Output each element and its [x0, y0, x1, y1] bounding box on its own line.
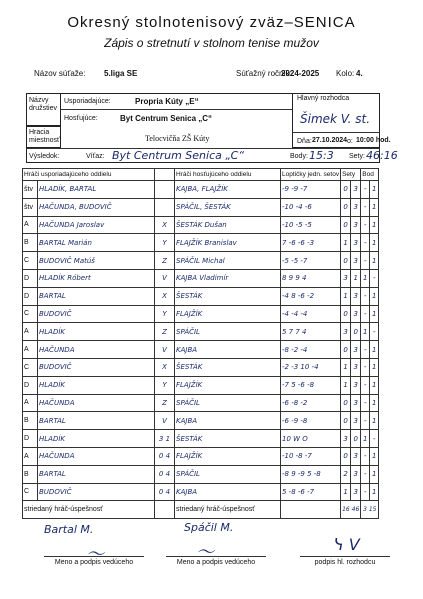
sets-home: 3 — [341, 323, 351, 341]
match-code: X — [155, 216, 175, 234]
substitute-row — [23, 501, 379, 519]
sets-home: 1 — [341, 358, 351, 376]
page-title: Okresný stolnotenisový zväz–SENICA — [67, 14, 356, 31]
match-order: D — [23, 287, 38, 305]
competition-value: 5.liga SE — [104, 69, 138, 78]
guest-player: KAJBA — [175, 483, 281, 501]
match-code: V — [155, 269, 175, 287]
sets-guest: 3 — [351, 412, 361, 430]
table-row — [23, 269, 379, 287]
referee-label: Hlavný rozhodca — [297, 95, 350, 102]
page-subtitle: Zápis o stretnutí v stolnom tenise mužov — [104, 36, 319, 50]
referee-signature-mark: ᓭ V — [334, 535, 360, 554]
match-order: A — [23, 323, 38, 341]
sets-home: 0 — [341, 216, 351, 234]
match-order: štv — [23, 198, 38, 216]
set-scores: -5 -5 -7 — [281, 252, 341, 270]
teams-label: Názvy družstiev — [29, 97, 58, 112]
table-row — [23, 465, 379, 483]
match-order: C — [23, 305, 38, 323]
table-row — [23, 447, 379, 465]
season-label: Súťažný ročník: — [236, 69, 292, 78]
guest-player: KAJBA — [175, 341, 281, 359]
sets-guest: 3 — [351, 181, 361, 199]
home-player: HAČUNDA — [38, 394, 155, 412]
points-home: 1 — [361, 323, 370, 341]
sets-guest: 3 — [351, 358, 361, 376]
points-home: - — [361, 181, 370, 199]
sets-guest: 0 — [351, 430, 361, 448]
time-value: 10:00 hod. — [356, 137, 391, 144]
sets-home: 2 — [341, 465, 351, 483]
home-player: HAČUNDA, BUDOVIČ — [38, 198, 155, 216]
points-home: 1 — [361, 269, 370, 287]
sets-home: 0 — [341, 305, 351, 323]
venue-value: Telocvičňa ZŠ Kúty — [145, 134, 210, 143]
points-guest: 1 — [370, 216, 379, 234]
match-code: V — [155, 341, 175, 359]
set-scores: -6 -9 -8 — [281, 412, 341, 430]
guest-player: FLAJŽÍK — [175, 305, 281, 323]
venue-label-cell — [26, 126, 61, 148]
home-player: BARTAL — [38, 287, 155, 305]
set-scores: 5 -8 -6 -7 — [281, 483, 341, 501]
col-home-header: Hráči usporiadajúceho oddielu — [23, 169, 155, 181]
match-code: 0 4 — [155, 447, 175, 465]
home-player: HLADÍK — [38, 376, 155, 394]
points-guest: - — [370, 269, 379, 287]
winner-value: Byt Centrum Senica „C“ — [112, 149, 245, 162]
match-code — [155, 181, 175, 199]
guest-player: SPÁČIL — [175, 394, 281, 412]
points-home: - — [361, 216, 370, 234]
guest-player: KAJBA — [175, 412, 281, 430]
match-order: B — [23, 465, 38, 483]
set-scores: 5 7 7 4 — [281, 323, 341, 341]
table-row — [23, 216, 379, 234]
match-order: B — [23, 412, 38, 430]
match-order: A — [23, 216, 38, 234]
table-row — [23, 341, 379, 359]
home-player: HAČUNDA Jaroslav — [38, 216, 155, 234]
points-guest: - — [370, 323, 379, 341]
points-guest: - — [370, 430, 379, 448]
points-guest: 1 — [370, 287, 379, 305]
set-scores: -10 -5 -5 — [281, 216, 341, 234]
guest-signature-name: Spáčil M. — [184, 521, 234, 534]
guest-player: FLAJŽÍK — [175, 447, 281, 465]
set-scores: 10 W O — [281, 430, 341, 448]
match-code: 0 4 — [155, 483, 175, 501]
points-home: - — [361, 234, 370, 252]
sets-guest: 3 — [351, 341, 361, 359]
sets-home: 0 — [341, 412, 351, 430]
set-scores: 8 9 9 4 — [281, 269, 341, 287]
guest-player: KAJBA, FLAJŽÍK — [175, 181, 281, 199]
organizer-label: Usporiadajúce: — [64, 98, 111, 105]
sets-home: 0 — [341, 252, 351, 270]
sets-home: 1 — [341, 483, 351, 501]
result-label: Výsledok: — [29, 153, 60, 160]
points-guest: 1 — [370, 376, 379, 394]
substitute-blank — [281, 501, 341, 519]
table-row — [23, 287, 379, 305]
set-scores: 7 -6 -6 -3 — [281, 234, 341, 252]
date-value: 27.10.2024 — [312, 137, 348, 144]
total-points: 3 15 — [361, 501, 379, 519]
home-player: HLADÍK, BARTAL — [38, 181, 155, 199]
sets-guest: 3 — [351, 465, 361, 483]
guest-player: FLAJŽÍK — [175, 376, 281, 394]
table-row — [23, 376, 379, 394]
points-home: - — [361, 394, 370, 412]
home-signature-mark: 〜 — [86, 544, 104, 565]
set-scores: -7 5 -6 -8 — [281, 376, 341, 394]
points-value: 15:3 — [309, 149, 334, 162]
teams-label-cell — [26, 93, 61, 126]
match-code: V — [155, 412, 175, 430]
table-row — [23, 198, 379, 216]
sets-home: 0 — [341, 447, 351, 465]
sets-guest: 3 — [351, 252, 361, 270]
sets-home: 1 — [341, 234, 351, 252]
home-signature-label: Meno a podpis vedúceho — [54, 559, 134, 566]
home-player: BARTAL Marián — [38, 234, 155, 252]
match-order: D — [23, 376, 38, 394]
sets-guest: 3 — [351, 198, 361, 216]
divider — [61, 109, 292, 110]
substitute-mid — [155, 501, 175, 519]
points-home: - — [361, 252, 370, 270]
col-guest-header: Hráči hosťujúceho oddielu — [175, 169, 281, 181]
set-scores: -6 -8 -2 — [281, 394, 341, 412]
total-sets: 16 46 — [341, 501, 361, 519]
points-guest: 1 — [370, 252, 379, 270]
points-home: - — [361, 376, 370, 394]
guest-player: SPÁČIL — [175, 323, 281, 341]
home-player: BUDOVIČ — [38, 305, 155, 323]
table-row — [23, 430, 379, 448]
sets-home: 0 — [341, 341, 351, 359]
time-label: o: — [347, 138, 353, 145]
match-order: C — [23, 358, 38, 376]
guest-player: ŠESTÁK — [175, 287, 281, 305]
table-row — [23, 412, 379, 430]
sets-home: 0 — [341, 198, 351, 216]
col-setscore-header: Sety — [341, 169, 361, 181]
sets-guest: 0 — [351, 323, 361, 341]
sets-label: Sety: — [349, 153, 365, 160]
table-row — [23, 181, 379, 199]
organizer-value: Propria Kúty „E“ — [135, 97, 199, 106]
points-guest: 1 — [370, 305, 379, 323]
sets-guest: 3 — [351, 483, 361, 501]
home-player: HLADÍK Róbert — [38, 269, 155, 287]
points-guest: 1 — [370, 181, 379, 199]
match-code: Y — [155, 376, 175, 394]
home-player: BARTAL — [38, 465, 155, 483]
set-scores: -2 -3 10 -4 — [281, 358, 341, 376]
points-guest: 1 — [370, 483, 379, 501]
match-order: C — [23, 252, 38, 270]
home-player: BUDOVIČ Matúš — [38, 252, 155, 270]
match-code: Z — [155, 394, 175, 412]
guest-player: KAJBA Vladimír — [175, 269, 281, 287]
match-order: A — [23, 394, 38, 412]
table-header-row — [23, 169, 379, 181]
guest-team-label: Hosťujúce: — [64, 115, 98, 122]
guest-player: FLAJŽÍK Branislav — [175, 234, 281, 252]
sets-home: 1 — [341, 287, 351, 305]
guest-player: SPÁČIL — [175, 465, 281, 483]
col-mid-header — [155, 169, 175, 181]
round-value: 4. — [356, 69, 363, 78]
home-player: HAČUNDA — [38, 447, 155, 465]
sets-home: 0 — [341, 394, 351, 412]
sets-guest: 3 — [351, 447, 361, 465]
match-code: Z — [155, 323, 175, 341]
table-row — [23, 358, 379, 376]
match-code: Y — [155, 305, 175, 323]
match-order: D — [23, 269, 38, 287]
points-guest: 1 — [370, 447, 379, 465]
home-player: HLADÍK — [38, 430, 155, 448]
points-home: - — [361, 412, 370, 430]
round-label: Kolo: — [336, 69, 355, 78]
match-code: 3 1 — [155, 430, 175, 448]
match-code: 0 4 — [155, 465, 175, 483]
points-home: - — [361, 198, 370, 216]
points-home: - — [361, 305, 370, 323]
sets-guest: 3 — [351, 216, 361, 234]
venue-label: Hracia miestnosť — [29, 129, 60, 144]
sets-guest: 3 — [351, 234, 361, 252]
sets-home: 3 — [341, 430, 351, 448]
match-order: štv — [23, 181, 38, 199]
set-scores: -4 8 -6 -2 — [281, 287, 341, 305]
match-order: C — [23, 483, 38, 501]
season-value: 2024-2025 — [281, 69, 320, 78]
set-scores: -9 -9 -7 — [281, 181, 341, 199]
points-guest: 1 — [370, 234, 379, 252]
home-player: HAČUNDA — [38, 341, 155, 359]
table-row — [23, 252, 379, 270]
points-label: Body: — [290, 153, 308, 160]
match-order: A — [23, 447, 38, 465]
match-code: Z — [155, 252, 175, 270]
set-scores: -10 -4 -6 — [281, 198, 341, 216]
match-code — [155, 198, 175, 216]
referee-signature-label: podpis hl. rozhodcu — [314, 559, 376, 566]
sets-home: 3 — [341, 269, 351, 287]
points-home: - — [361, 483, 370, 501]
match-code: Y — [155, 234, 175, 252]
table-row — [23, 305, 379, 323]
sets-value: 46:16 — [366, 149, 398, 162]
signature-line — [44, 556, 144, 557]
set-scores: -4 -4 -4 — [281, 305, 341, 323]
match-order: B — [23, 234, 38, 252]
winner-label: Víťaz: — [86, 153, 105, 160]
points-home: - — [361, 447, 370, 465]
match-order: D — [23, 430, 38, 448]
set-scores: -8 9 -9 5 -8 — [281, 465, 341, 483]
guest-signature-mark: 〜 — [196, 542, 214, 563]
guest-team-value: Byt Centrum Senica „C“ — [120, 114, 213, 123]
table-row — [23, 483, 379, 501]
col-sets-header: Loptičky jedn. setov — [281, 169, 341, 181]
home-substitute-label: striedaný hráč-úspešnosť — [23, 501, 155, 519]
table-row — [23, 323, 379, 341]
home-signature-name: Bartal M. — [44, 523, 94, 536]
points-home: - — [361, 358, 370, 376]
points-guest: 1 — [370, 198, 379, 216]
points-home: - — [361, 341, 370, 359]
points-guest: 1 — [370, 358, 379, 376]
points-home: 1 — [361, 430, 370, 448]
points-home: - — [361, 287, 370, 305]
home-player: BUDOVIČ — [38, 483, 155, 501]
table-row — [23, 394, 379, 412]
points-guest: 1 — [370, 465, 379, 483]
guest-player: SPÁČIL Michal — [175, 252, 281, 270]
table-row — [23, 234, 379, 252]
guest-player: SPÁČIL, ŠESTÁK — [175, 198, 281, 216]
match-table — [22, 168, 379, 519]
points-guest: 1 — [370, 394, 379, 412]
col-points-header: Bod — [361, 169, 379, 181]
guest-player: ŠESTÁK Dušan — [175, 216, 281, 234]
home-player: BUDOVIČ — [38, 358, 155, 376]
sets-guest: 3 — [351, 287, 361, 305]
points-home: - — [361, 465, 370, 483]
sets-guest: 3 — [351, 305, 361, 323]
competition-label: Názov súťaže: — [34, 69, 86, 78]
guest-substitute-label: striedaný hráč-úspešnosť — [175, 501, 281, 519]
home-player: HLADÍK — [38, 323, 155, 341]
sets-home: 1 — [341, 376, 351, 394]
sets-guest: 1 — [351, 269, 361, 287]
points-guest: 1 — [370, 412, 379, 430]
guest-signature-label: Meno a podpis vedúceho — [176, 559, 256, 566]
set-scores: -8 -2 -4 — [281, 341, 341, 359]
referee-name: Šimek V. st. — [300, 112, 371, 126]
sets-home: 0 — [341, 181, 351, 199]
set-scores: -10 -8 -7 — [281, 447, 341, 465]
match-code: X — [155, 287, 175, 305]
divider — [292, 132, 380, 133]
sets-guest: 3 — [351, 376, 361, 394]
signature-line — [166, 556, 266, 557]
home-player: BARTAL — [38, 412, 155, 430]
match-order: A — [23, 341, 38, 359]
guest-player: ŠESTÁK — [175, 430, 281, 448]
signature-line — [300, 556, 390, 557]
sets-guest: 3 — [351, 394, 361, 412]
points-guest: 1 — [370, 341, 379, 359]
guest-player: ŠESTÁK — [175, 358, 281, 376]
match-code: X — [155, 358, 175, 376]
date-label: Dňa: — [297, 138, 312, 145]
